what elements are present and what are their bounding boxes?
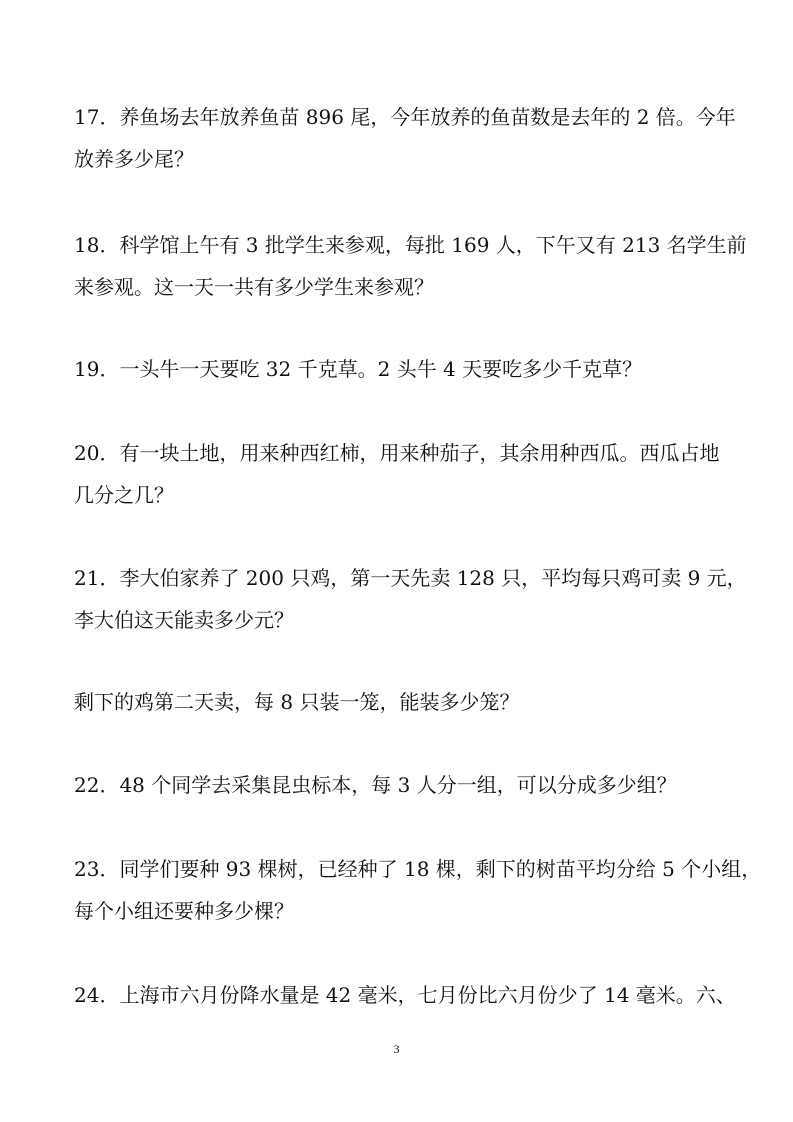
question-18-line-1: 18．科学馆上午有 3 批学生来参观，每批 169 人，下午又有 213 名学生前: [74, 233, 747, 257]
question-23-number: 23．: [74, 857, 120, 881]
question-21-line-1: 21．李大伯家养了 200 只鸡，第一天先卖 128 只，平均每只鸡可卖 9 元，: [74, 566, 747, 590]
question-19-number: 19．: [74, 357, 120, 381]
page-number: 3: [393, 1042, 400, 1056]
question-21-number: 21．: [74, 566, 120, 590]
question-18-number: 18．: [74, 233, 120, 257]
question-24-number: 24．: [74, 983, 120, 1007]
question-18-line-2: 来参观。这一天一共有多少学生来参观？: [74, 275, 434, 299]
question-21-continuation: 剩下的鸡第二天卖，每 8 只装一笼，能装多少笼？: [74, 690, 520, 714]
question-22-line-1: 22．48 个同学去采集昆虫标本，每 3 人分一组，可以分成多少组？: [74, 773, 677, 797]
question-19-line-1: 19．一头牛一天要吃 32 千克草。2 头牛 4 天要吃多少千克草？: [74, 357, 643, 381]
question-21-line-2: 李大伯这天能卖多少元？: [74, 608, 294, 632]
question-17-line-1: 17．养鱼场去年放养鱼苗 896 尾，今年放养的鱼苗数是去年的 2 倍。今年: [74, 105, 736, 129]
question-23-line-1: 23．同学们要种 93 棵树，已经种了 18 棵，剩下的树苗平均分给 5 个小组，: [74, 857, 762, 881]
question-20-line-1: 20．有一块土地，用来种西红柿，用来种茄子，其余用种西瓜。西瓜占地: [74, 441, 720, 465]
question-24-line-1: 24．上海市六月份降水量是 42 毫米，七月份比六月份少了 14 毫米。六、: [74, 983, 736, 1007]
question-17-line-2: 放养多少尾？: [74, 147, 194, 171]
question-20-line-2: 几分之几？: [74, 483, 174, 507]
question-23-line-2: 每个小组还要种多少棵？: [74, 899, 294, 923]
question-22-number: 22．: [74, 773, 120, 797]
question-20-number: 20．: [74, 441, 120, 465]
question-17-number: 17．: [74, 105, 120, 129]
